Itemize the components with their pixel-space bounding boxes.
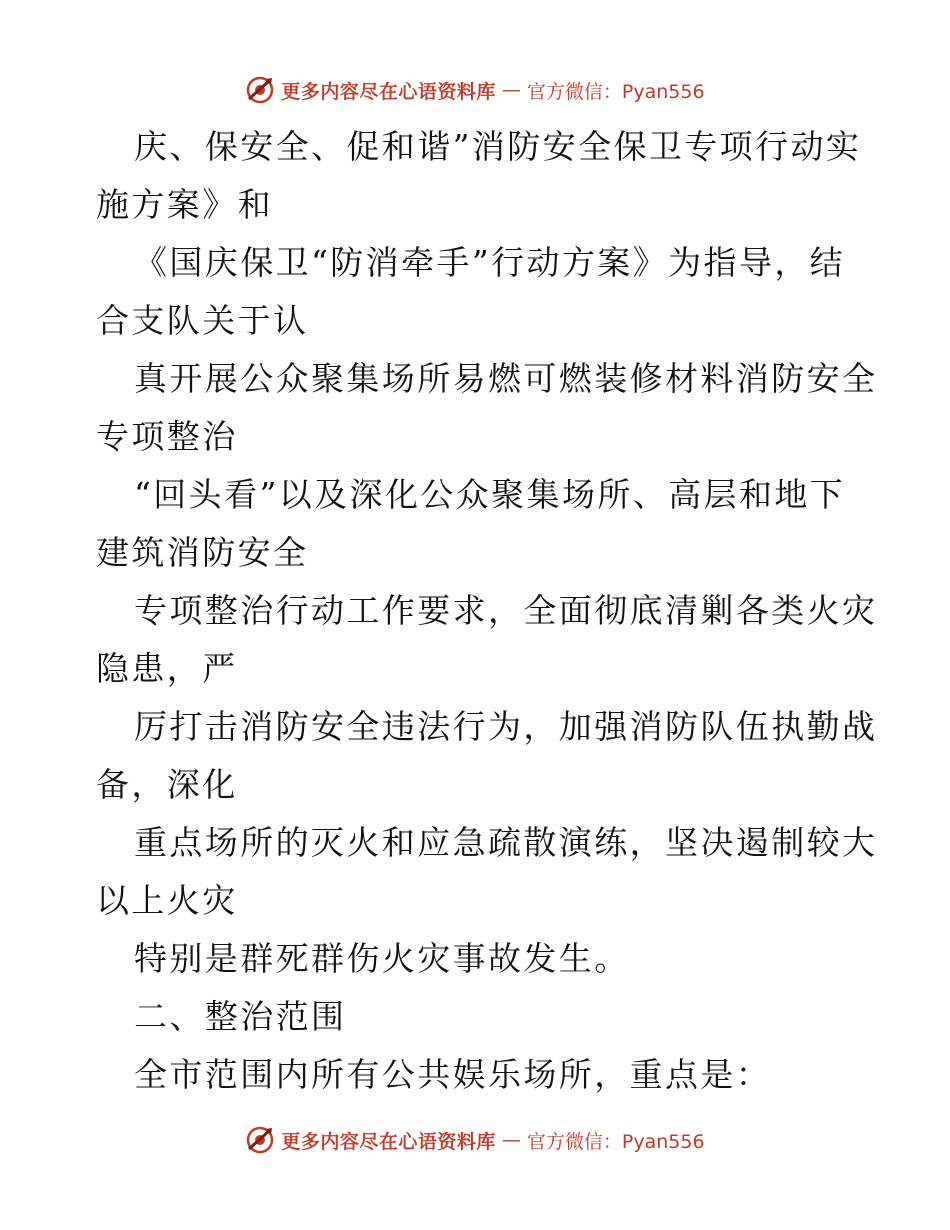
text-line: 隐患，严 (96, 649, 238, 688)
text-line: 专项整治行动工作要求，全面彻底清剿各类火灾 (134, 591, 878, 630)
watermark-brand: 更多内容尽在心语资料库 (281, 1130, 496, 1153)
text-line: 合支队关于认 (96, 301, 309, 340)
watermark-wechat: 官方微信：Pyan556 (526, 80, 705, 103)
text-line: 专项整治 (96, 417, 238, 456)
watermark-wechat: 官方微信：Pyan556 (526, 1130, 705, 1153)
text-line: 厉打击消防安全违法行为，加强消防队伍执勤战 (134, 707, 878, 746)
text-line: 备，深化 (96, 765, 238, 804)
footer-watermark (0, 1120, 950, 1160)
document-body (96, 118, 878, 1104)
text-line: 以上火灾 (96, 881, 238, 920)
text-line: 庆、保安全、促和谐”消防安全保卫专项行动实 (134, 127, 862, 166)
text-line: 重点场所的灭火和应急疏散演练，坚决遏制较大 (134, 823, 878, 862)
brand-logo-icon (245, 1125, 275, 1155)
text-line: 《国庆保卫“防消牵手”行动方案》为指导，结 (134, 243, 846, 282)
watermark-brand: 更多内容尽在心语资料库 (281, 80, 496, 103)
text-line: 施方案》和 (96, 185, 273, 224)
text-line: 特别是群死群伤火灾事故发生。 (134, 939, 630, 978)
text-line: 全市范围内所有公共娱乐场所，重点是： (134, 1055, 772, 1094)
section-heading: 二、整治范围 (134, 997, 347, 1036)
text-line: “回头看”以及深化公众聚集场所、高层和地下 (134, 475, 846, 514)
watermark-separator: — (501, 79, 521, 101)
watermark-separator: — (501, 1129, 521, 1151)
header-watermark (0, 70, 950, 110)
text-line: 真开展公众聚集场所易燃可燃装修材料消防安全 (134, 359, 878, 398)
brand-logo-icon (245, 75, 275, 105)
text-line: 建筑消防安全 (96, 533, 309, 572)
